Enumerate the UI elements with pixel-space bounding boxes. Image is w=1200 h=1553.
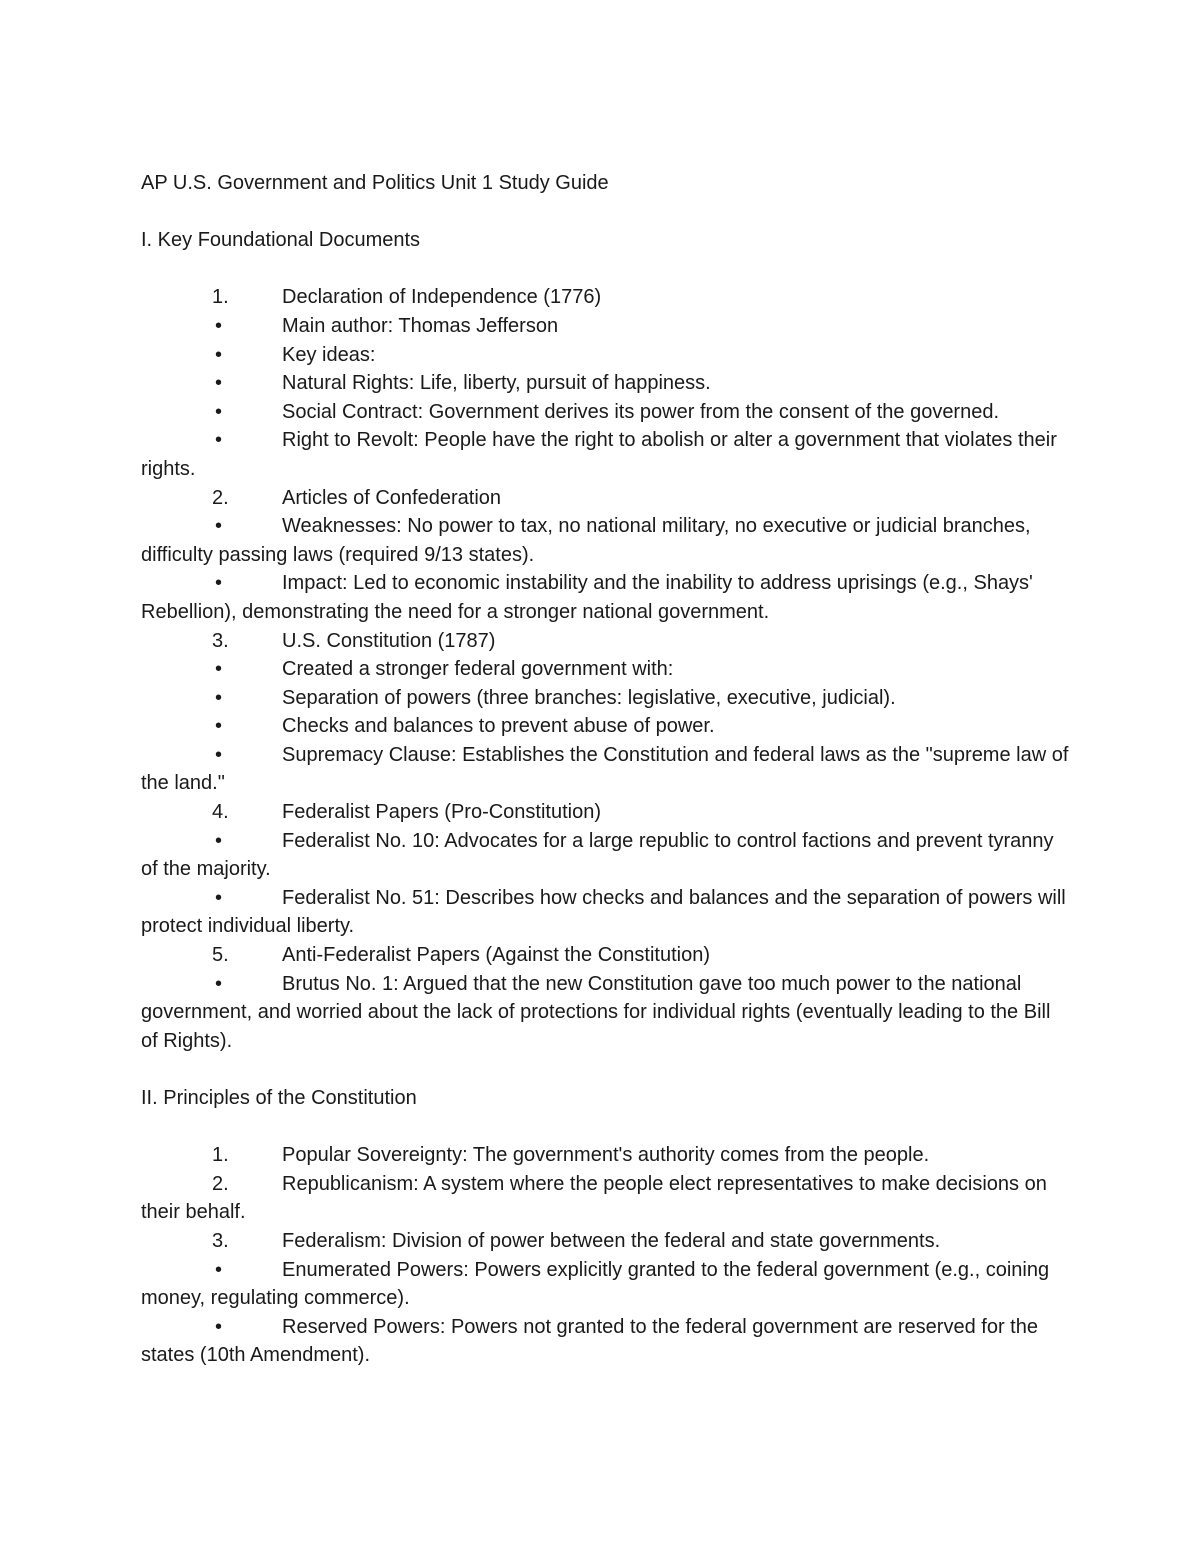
list-item-text: Natural Rights: Life, liberty, pursuit of happiness. xyxy=(282,372,711,395)
list-item xyxy=(141,798,1071,827)
bullet-marker: • xyxy=(215,1315,223,1338)
list-item xyxy=(141,1313,1071,1370)
list-item xyxy=(141,1170,1071,1227)
list-marker: 2. xyxy=(212,486,229,509)
list-item xyxy=(141,484,1071,513)
list-item-text: Federalism: Division of power between the federal and state governments. xyxy=(282,1229,941,1252)
bullet-marker: • xyxy=(215,343,223,366)
list-marker: 1. xyxy=(212,1144,229,1167)
list-item xyxy=(141,569,1071,626)
list-item-text: Federalist No. 51: Describes how checks and balances and the separation of powers will protect individual liberty. xyxy=(141,886,1066,938)
list-marker: 3. xyxy=(212,629,229,652)
bullet-marker: • xyxy=(215,658,223,681)
bullet-marker: • xyxy=(215,429,223,452)
list-item-text: Articles of Confederation xyxy=(282,486,502,509)
list-item xyxy=(141,941,1071,970)
list-item-text: Brutus No. 1: Argued that the new Constitution gave too much power to the national government, and worried about the lack of protections for individual rights (eventually leading to the Bill of Rights). xyxy=(141,972,1051,1052)
spacer xyxy=(141,255,1071,284)
list-item-text: Social Contract: Government derives its power from the consent of the governed. xyxy=(282,400,1000,423)
bullet-marker: • xyxy=(215,372,223,395)
list-item-text: Anti-Federalist Papers (Against the Constitution) xyxy=(282,944,710,967)
list-item-text: Federalist Papers (Pro-Constitution) xyxy=(282,801,602,824)
bullet-marker: • xyxy=(215,743,223,766)
list-item xyxy=(141,741,1071,798)
list-item xyxy=(141,884,1071,941)
list-item xyxy=(141,684,1071,713)
bullet-marker: • xyxy=(215,314,223,337)
list-item-text: Weaknesses: No power to tax, no national military, no executive or judicial branches, difficulty passing laws (required 9/13 states). xyxy=(141,515,1031,566)
list-item-text: Created a stronger federal government with: xyxy=(282,658,674,681)
spacer xyxy=(141,198,1071,227)
list-item xyxy=(141,655,1071,684)
bullet-marker: • xyxy=(215,515,223,538)
list-item xyxy=(141,627,1071,656)
spacer xyxy=(141,1113,1071,1142)
list-item xyxy=(141,1227,1071,1256)
list-item-text: Supremacy Clause: Establishes the Constitution and federal laws as the "supreme law of the land." xyxy=(141,743,1069,795)
list-marker: 4. xyxy=(212,801,229,824)
list-item-text: Main author: Thomas Jefferson xyxy=(282,314,559,337)
list-item xyxy=(141,341,1071,370)
list-item xyxy=(141,1141,1071,1170)
list-item xyxy=(141,1256,1071,1313)
list-item xyxy=(141,827,1071,884)
page-title: AP U.S. Government and Politics Unit 1 Study Guide xyxy=(141,172,609,194)
list-item-text: Declaration of Independence (1776) xyxy=(282,286,602,309)
list-item xyxy=(141,369,1071,398)
list-marker: 2. xyxy=(212,1172,229,1195)
list-item-text: Separation of powers (three branches: legislative, executive, judicial). xyxy=(282,686,896,709)
list-marker: 5. xyxy=(212,944,229,967)
list-item-text: Checks and balances to prevent abuse of power. xyxy=(282,715,715,738)
list-item xyxy=(141,426,1071,483)
list-item xyxy=(141,398,1071,427)
list-item-text: U.S. Constitution (1787) xyxy=(282,629,496,652)
list-marker: 1. xyxy=(212,286,229,309)
list-item-text: Impact: Led to economic instability and the inability to address uprisings (e.g., Shays' Rebellion), demonstrating the need for a stronger national government. xyxy=(141,572,1033,623)
list-item-text: Right to Revolt: People have the right to abolish or alter a government that violates their rights. xyxy=(141,429,1057,480)
spacer xyxy=(141,1055,1071,1084)
list-item xyxy=(141,970,1071,1056)
bullet-marker: • xyxy=(215,972,223,995)
bullet-marker: • xyxy=(215,1258,223,1281)
list-item-text: Enumerated Powers: Powers explicitly granted to the federal government (e.g., coining money, regulating commerce). xyxy=(141,1258,1050,1310)
list-item xyxy=(141,712,1071,741)
list-marker: 3. xyxy=(212,1229,229,1252)
section-list xyxy=(141,283,1071,1055)
study-guide-body xyxy=(141,169,1071,1370)
list-item-text: Key ideas: xyxy=(282,343,376,366)
section-heading: II. Principles of the Constitution xyxy=(141,1087,417,1109)
bullet-marker: • xyxy=(215,886,223,909)
bullet-marker: • xyxy=(215,715,223,738)
list-item xyxy=(141,283,1071,312)
list-item-text: Reserved Powers: Powers not granted to the federal government are reserved for the states (10th Amendment). xyxy=(141,1315,1038,1367)
list-item-text: Federalist No. 10: Advocates for a large republic to control factions and prevent tyranny of the majority. xyxy=(141,829,1054,881)
bullet-marker: • xyxy=(215,829,223,852)
bullet-marker: • xyxy=(215,572,223,595)
list-item xyxy=(141,312,1071,341)
list-item-text: Popular Sovereignty: The government's authority comes from the people. xyxy=(282,1144,930,1167)
list-item xyxy=(141,512,1071,569)
section-list xyxy=(141,1141,1071,1370)
bullet-marker: • xyxy=(215,400,223,423)
section-heading: I. Key Foundational Documents xyxy=(141,229,421,252)
bullet-marker: • xyxy=(215,686,223,709)
list-item-text: Republicanism: A system where the people elect representatives to make decisions on their behalf. xyxy=(141,1172,1047,1224)
